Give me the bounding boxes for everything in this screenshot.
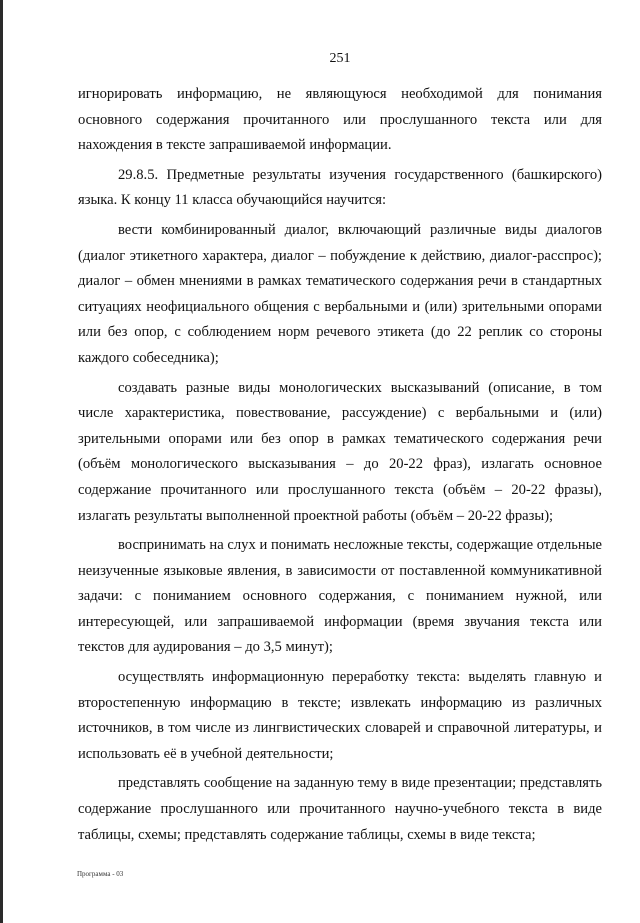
paragraph-dialog: вести комбинированный диалог, включающий различные виды диалогов (диалог этикетного характера, диалог – побуждение к действию, диалог-расспрос); диалог – обмен мнениями в рамках тематического содержания речи в стандартных ситуациях неофициального общения с вербальными и (или) зрительными опорами или без опор, с соблюдением норм речевого этикета (до 22 реплик со стороны каждого собеседника); bbox=[78, 221, 602, 366]
page-number: 251 bbox=[329, 51, 351, 66]
paragraph-monologue: создавать разные виды монологических высказываний (описание, в том числе характеристика, повествование, рассуждение) с вербальными и (или) зрительными опорами или без опор в рамках тематического содержания речи (объём монологического высказывания – до 20-22 фраз), излагать основное содержание прочитанного или прослушанного текста (объём – 20-22 фразы), излагать результаты выполненной проектной работы (объём – 20-22 фразы); bbox=[78, 379, 602, 524]
scan-edge bbox=[0, 0, 3, 923]
paragraph-section-heading: 29.8.5. Предметные результаты изучения государственного (башкирского) языка. К концу 11 класса обучающийся научится: bbox=[78, 166, 602, 209]
paragraph-listening: воспринимать на слух и понимать несложные тексты, содержащие отдельные неизученные языковые явления, в зависимости от поставленной коммуникативной задачи: с пониманием основного содержания, с пониманием нужной, или интересующей, или запрашиваемой информации (время звучания текста или текстов для аудирования – до 3,5 минут); bbox=[78, 537, 602, 656]
paragraph-continuation: игнорировать информацию, не являющуюся необходимой для понимания основного содержания прочитанного или прослушанного текста или для нахождения в тексте запрашиваемой информации. bbox=[78, 86, 602, 154]
footer-label: Программа - 03 bbox=[77, 870, 124, 878]
document-body bbox=[78, 82, 602, 852]
paragraph-information-processing: осуществлять информационную переработку текста: выделять главную и второстепенную информацию в тексте; извлекать информацию из различных источников, в том числе из лингвистических словарей и справочной литературы, и использовать её в учебной деятельности; bbox=[78, 669, 602, 762]
paragraph-presentation: представлять сообщение на заданную тему в виде презентации; представлять содержание прослушанного или прочитанного научно-учебного текста в виде таблицы, схемы; представлять содержание таблицы, схемы в виде текста; bbox=[78, 775, 602, 843]
